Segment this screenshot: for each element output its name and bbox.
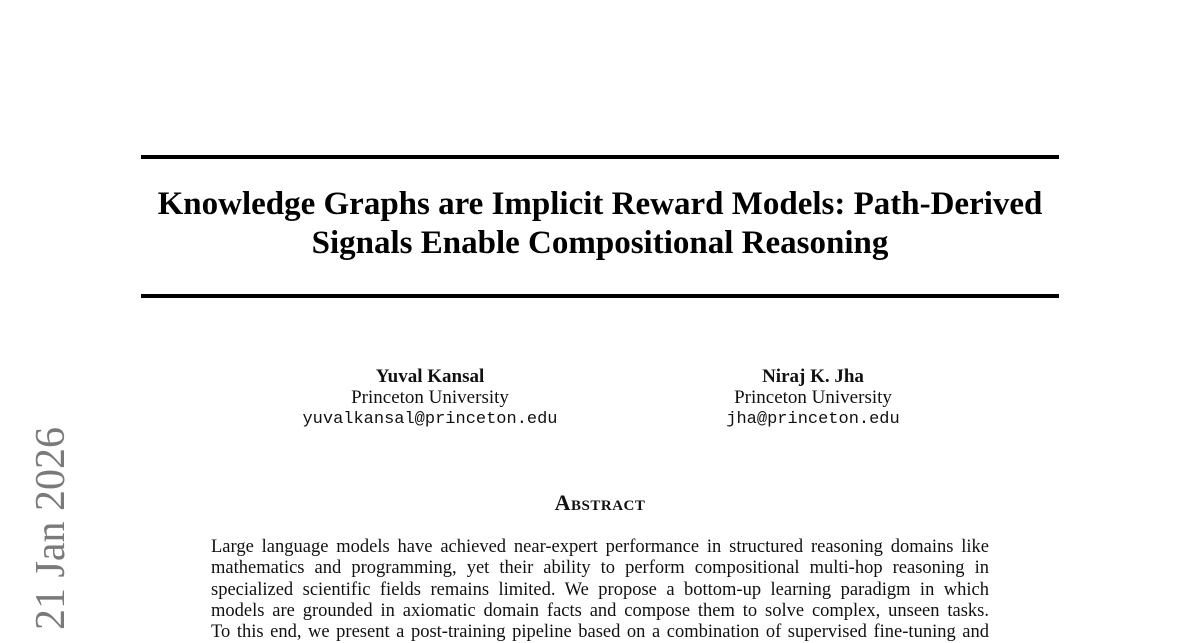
author-name: Niraj K. Jha [762,366,864,387]
title-rule-top [141,155,1059,159]
author-block [633,366,993,431]
title-line: Knowledge Graphs are Implicit Reward Models: Path-Derived [157,186,1043,222]
abstract-heading: Abstract [554,490,646,515]
author-name: Yuval Kansal [375,366,485,387]
author-affiliation: Princeton University [734,387,892,408]
paper-title [141,185,1059,263]
abstract-line: Large language models have achieved near-expert performance in structured reasoning domains like [211,537,989,557]
author-email: yuvalkansal@princeton.edu [302,410,558,429]
abstract-line: mathematics and programming, yet their ability to perform compositional multi-hop reasoning in [211,558,989,579]
abstract-line: specialized scientific fields remains limited. We propose a bottom-up learning paradigm in which [211,579,989,600]
author-email: jha@princeton.edu [726,410,900,429]
title-rule-bottom [141,294,1059,298]
abstract-body [211,537,989,643]
author-affiliation: Princeton University [351,387,509,408]
title-line: Signals Enable Compositional Reasoning [311,225,889,261]
abstract-line: To this end, we present a post-training pipeline based on a combination of supervised fine-tuning and [211,622,989,643]
abstract-line: models are grounded in axiomatic domain facts and compose them to solve complex, unseen tasks. [211,600,989,621]
author-block [250,366,610,431]
arxiv-date-stamp: 21 Jan 2026 [28,427,74,630]
